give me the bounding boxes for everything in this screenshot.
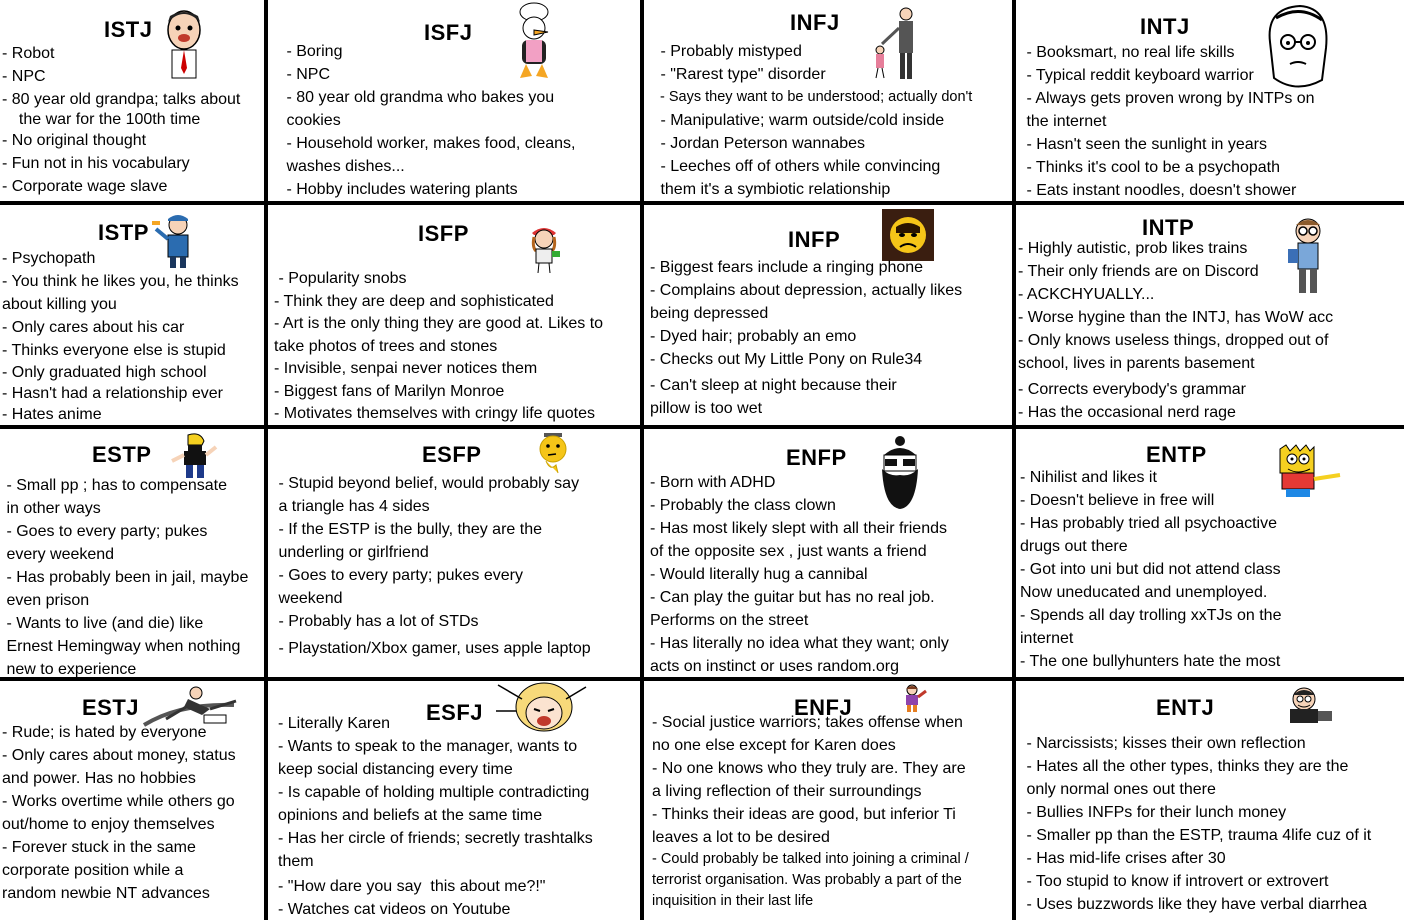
trait-line: - Playstation/Xbox gamer, uses apple laptop [274, 640, 591, 657]
trait-line: - Corrects everybody's grammar [1018, 381, 1246, 398]
trait-line: being depressed [650, 305, 769, 322]
type-title: ESTJ [82, 695, 140, 720]
type-title: ISFJ [424, 20, 473, 45]
type-title: ENFJ [794, 695, 853, 720]
trait-list [652, 711, 969, 912]
type-title: ISFP [418, 221, 469, 246]
trait-line: - Has probably tried all psychoactive [1020, 515, 1278, 532]
trait-line: - Art is the only thing they are good at. Likes to [274, 315, 604, 332]
trait-list [650, 471, 949, 677]
trait-line: - No one knows who they truly are. They are [652, 760, 966, 777]
trait-line: - ACKCHYUALLY... [1018, 286, 1155, 303]
type-cell-isfj [268, 0, 640, 201]
trait-line: internet [1020, 630, 1074, 647]
trait-line: - You think he likes you, he thinks [2, 273, 239, 290]
trait-line: - Rude; is hated by everyone [2, 724, 207, 741]
type-title: INTP [1142, 215, 1195, 240]
trait-list [278, 712, 593, 920]
trait-line: - NPC [282, 66, 330, 83]
type-title: ESTP [92, 442, 152, 467]
type-cell-isfp [268, 205, 640, 425]
trait-line: - Can play the guitar but has no real job. [650, 589, 935, 606]
trait-line: drugs out there [1020, 538, 1128, 555]
trait-list [1022, 732, 1371, 916]
type-title: INFP [788, 227, 841, 252]
trait-list [1018, 237, 1333, 424]
trait-line: - 80 year old grandpa; talks about [2, 91, 241, 108]
trait-line: - Probably has a lot of STDs [274, 613, 479, 630]
trait-line: - Thinks it's cool to be a psychopath [1022, 159, 1281, 176]
trait-line: - Only graduated high school [2, 364, 207, 381]
trait-line: Performs on the street [650, 612, 809, 629]
trait-line: - Too stupid to know if introvert or extrovert [1022, 873, 1329, 890]
trait-line: - Uses buzzwords like they have verbal diarrhea [1022, 896, 1368, 913]
trait-line: - Thinks their ideas are good, but inferior Ti [652, 806, 956, 823]
type-cell-enfj [644, 681, 1012, 920]
type-cell-entj [1016, 681, 1404, 920]
type-cell-esfp [268, 429, 640, 677]
trait-line: - Stupid beyond belief, would probably say [274, 475, 580, 492]
type-title: ISTP [98, 220, 149, 245]
evil-mastermind-icon [1280, 685, 1336, 730]
trait-line: - Hasn't seen the sunlight in years [1022, 136, 1267, 153]
trait-line: of the opposite sex , just wants a friend [650, 543, 927, 560]
trait-line: - Manipulative; warm outside/cold inside [656, 112, 945, 129]
type-cell-intj [1016, 0, 1404, 201]
type-cell-enfp [644, 429, 1012, 677]
trait-line: - No original thought [2, 132, 147, 149]
type-title: INFJ [790, 10, 840, 35]
trait-line: - Watches cat videos on Youtube [278, 901, 511, 918]
trait-line: - Nihilist and likes it [1020, 469, 1157, 486]
trait-list [274, 268, 603, 425]
trait-line: - Can't sleep at night because their [650, 377, 897, 394]
trait-line: acts on instinct or uses random.org [650, 658, 900, 675]
type-cell-intp [1016, 205, 1404, 425]
trait-line: - Checks out My Little Pony on Rule34 [650, 351, 923, 368]
trait-line: - Hasn't had a relationship ever [2, 385, 223, 402]
trait-line: - Complains about depression, actually likes [650, 282, 963, 299]
trait-list [1022, 41, 1315, 201]
trait-line: random newbie NT advances [2, 885, 210, 902]
type-cell-estp [0, 429, 264, 677]
trait-list [2, 474, 248, 677]
trait-line: washes dishes... [282, 158, 405, 175]
trait-line: - Highly autistic, prob likes trains [1018, 240, 1248, 257]
trait-line: a triangle has 4 sides [274, 498, 430, 515]
trait-line: pillow is too wet [650, 400, 763, 417]
trait-line: about killing you [2, 296, 117, 313]
trait-line: - Typical reddit keyboard warrior [1022, 67, 1254, 84]
trait-line: inquisition in their last life [652, 893, 814, 909]
trait-list [650, 256, 962, 420]
trait-line: - Thinks everyone else is stupid [2, 342, 226, 359]
trait-line: - Booksmart, no real life skills [1022, 44, 1235, 61]
trait-line: - Jordan Peterson wannabes [656, 135, 866, 152]
type-cell-infj [644, 0, 1012, 201]
type-title: ENFP [786, 445, 847, 470]
trait-line: take photos of trees and stones [274, 337, 498, 355]
type-title: ESFP [422, 442, 482, 467]
type-cell-infp [644, 205, 1012, 425]
trait-line: in other ways [2, 500, 101, 517]
type-cell-esfj [268, 681, 640, 920]
trait-list [656, 40, 972, 201]
trait-line: - Fun not in his vocabulary [2, 155, 190, 172]
trait-line: - Leeches off of others while convincing [656, 158, 941, 175]
trait-line: - Wants to live (and die) like [2, 615, 204, 632]
trait-line: - Born with ADHD [650, 474, 776, 491]
trait-line: - Boring [282, 43, 343, 60]
trait-line: - "Rarest type" disorder [656, 66, 826, 83]
trait-line: - Only cares about his car [2, 319, 185, 336]
trait-line: - Works overtime while others go [2, 793, 235, 810]
trait-line: - Hates anime [2, 406, 102, 423]
trait-line: - Has probably been in jail, maybe [2, 569, 249, 586]
trait-line: keep social distancing every time [278, 761, 513, 778]
trait-line: - Spends all day trolling xxTJs on the [1020, 607, 1282, 624]
trait-line: and power. Has no hobbies [2, 770, 196, 787]
trait-list [282, 40, 575, 201]
trait-list [1020, 466, 1281, 673]
trait-line: even prison [2, 592, 90, 609]
trait-line: weekend [274, 590, 343, 607]
trait-line: - Probably the class clown [650, 497, 836, 514]
type-cell-istj [0, 0, 264, 201]
trait-line: - Eats instant noodles, doesn't shower [1022, 182, 1297, 199]
trait-line: opinions and beliefs at the same time [278, 807, 543, 824]
type-title: ENTJ [1156, 695, 1215, 720]
trait-line: every weekend [2, 546, 115, 563]
trait-line: - "How dare you say this about me?!" [278, 878, 546, 895]
trait-line: - Doesn't believe in free will [1020, 492, 1215, 509]
trait-line: them [278, 853, 314, 870]
trait-line: - Goes to every party; pukes [2, 523, 208, 540]
trait-line: - Only cares about money, status [2, 747, 236, 764]
trait-line: a living reflection of their surroundings [652, 783, 922, 800]
trait-line: only normal ones out there [1022, 781, 1216, 798]
trait-line: - Has the occasional nerd rage [1018, 404, 1236, 421]
trait-line: - Dyed hair; probably an emo [650, 328, 857, 345]
trait-line: - Got into uni but did not attend class [1020, 561, 1281, 578]
trait-line: them it's a symbiotic relationship [656, 181, 891, 198]
trait-line: - Has most likely slept with all their friends [650, 520, 947, 537]
trait-line: - Forever stuck in the same [2, 839, 196, 856]
trait-line: - Smaller pp than the ESTP, trauma 4life cuz of it [1022, 827, 1372, 844]
type-title: ESFJ [426, 700, 484, 725]
trait-line: - The one bullyhunters hate the most [1020, 653, 1281, 670]
trait-line: - Probably mistyped [656, 43, 802, 60]
trait-line: - NPC [2, 68, 46, 85]
type-title: ENTP [1146, 442, 1207, 467]
trait-list [274, 472, 591, 660]
trait-line: - Narcissists; kisses their own reflection [1022, 735, 1306, 752]
trait-line: - Biggest fears include a ringing phone [650, 259, 924, 276]
trait-line: - Would literally hug a cannibal [650, 566, 868, 583]
trait-line: - Has mid-life crises after 30 [1022, 850, 1226, 867]
trait-line: - Literally Karen [278, 715, 391, 732]
trait-line: - Corporate wage slave [2, 178, 168, 195]
trait-line: the war for the 100th time [10, 111, 201, 128]
trait-line: Ernest Hemingway when nothing [2, 638, 241, 655]
trait-list [2, 721, 236, 905]
trait-line: - Hobby includes watering plants [282, 181, 518, 198]
trait-line: - Social justice warriors; takes offense when [652, 714, 963, 731]
trait-list [2, 247, 239, 425]
type-cell-entp [1016, 429, 1404, 677]
trait-line: the internet [1022, 113, 1107, 130]
trait-line: - Has literally no idea what they want; only [650, 635, 949, 652]
trait-line: underling or girlfriend [274, 544, 429, 561]
trait-line: - Bullies INFPs for their lunch money [1022, 804, 1287, 821]
type-cell-istp [0, 205, 264, 425]
trait-line: - Hates all the other types, thinks they are the [1022, 758, 1349, 775]
trait-line: - Says they want to be understood; actually don't [656, 89, 973, 105]
trait-line: - Small pp ; has to compensate [2, 477, 227, 494]
trait-line: - Could probably be talked into joining a criminal / [652, 851, 969, 867]
trait-line: no one else except for Karen does [652, 737, 896, 754]
trait-line: - If the ESTP is the bully, they are the [274, 521, 542, 538]
trait-list [2, 42, 240, 198]
trait-line: - Their only friends are on Discord [1018, 263, 1259, 280]
trait-line: - Only knows useless things, dropped out of [1018, 332, 1329, 349]
trait-line: - Biggest fans of Marilyn Monroe [274, 382, 505, 400]
trait-line: - Psychopath [2, 250, 96, 267]
trait-line: - Goes to every party; pukes every [274, 567, 523, 584]
trait-line: terrorist organisation. Was probably a part of the [652, 872, 962, 888]
trait-line: Now uneducated and unemployed. [1020, 584, 1268, 601]
type-cell-estj [0, 681, 264, 920]
trait-line: - 80 year old grandma who bakes you [282, 89, 555, 106]
trait-line: - Is capable of holding multiple contradicting [278, 784, 590, 801]
trait-line: - Household worker, makes food, cleans, [282, 135, 576, 152]
trait-line: corporate position while a [2, 862, 184, 879]
trait-line: - Worse hygine than the INTJ, has WoW acc [1018, 309, 1334, 326]
trait-line: - Popularity snobs [274, 270, 407, 287]
trait-line: - Invisible, senpai never notices them [274, 360, 538, 377]
trait-line: new to experience [2, 661, 137, 677]
trait-line: - Wants to speak to the manager, wants to [278, 738, 578, 755]
trait-line: - Has her circle of friends; secretly trashtalks [278, 830, 593, 847]
trait-line: - Motivates themselves with cringy life quotes [274, 405, 596, 422]
trait-line: - Always gets proven wrong by INTPs on [1022, 90, 1315, 107]
trait-line: school, lives in parents basement [1018, 355, 1255, 372]
trait-line: leaves a lot to be desired [652, 829, 830, 846]
trait-line: - Robot [2, 45, 55, 62]
trait-line: cookies [282, 112, 341, 129]
type-title: ISTJ [104, 17, 153, 42]
type-title: INTJ [1140, 14, 1190, 39]
trait-line: out/home to enjoy themselves [2, 816, 215, 833]
trait-line: - Think they are deep and sophisticated [274, 292, 554, 310]
